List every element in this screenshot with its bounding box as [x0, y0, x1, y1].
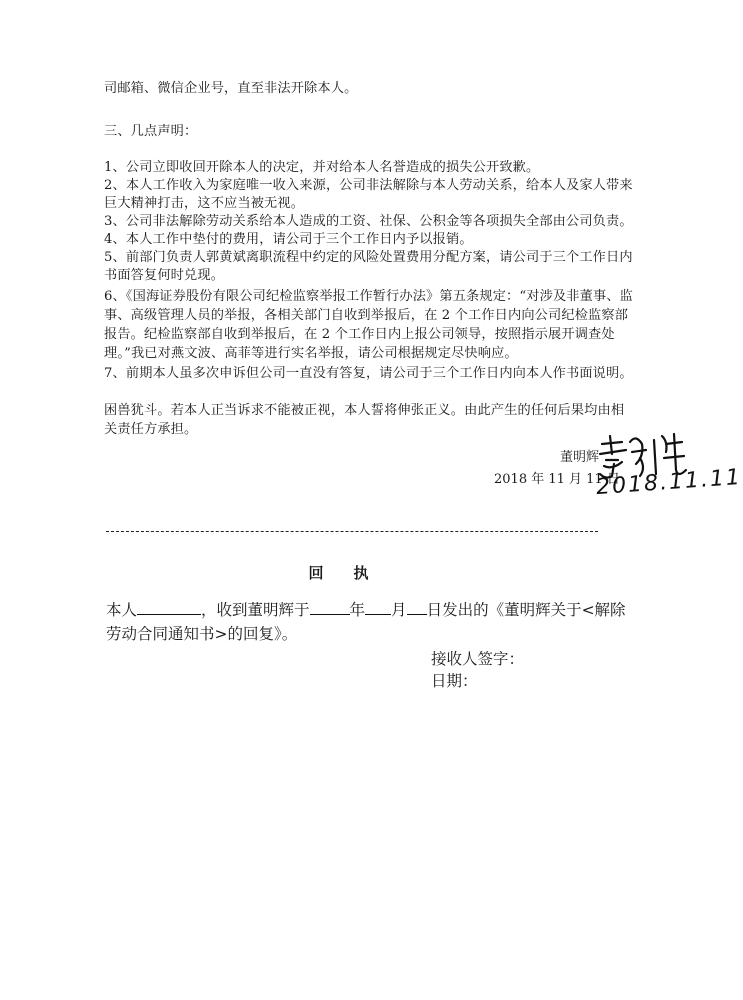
receipt-line-2: 劳动合同通知书>的回复》。 [106, 625, 298, 643]
closing-line: 困兽犹斗。若本人正当诉求不能被正视，本人誓将伸张正义。由此产生的任何后果均由相 [104, 403, 625, 418]
signature-name: 董明辉 [560, 450, 600, 465]
statement-line: 巨大精神打击，这不应当被无视。 [104, 196, 305, 211]
receiver-sign-label: 接收人签字： [431, 650, 525, 668]
receipt-text: ，收到董明辉于 [201, 601, 310, 619]
cut-line-divider [106, 531, 598, 532]
receipt-text: 本人 [106, 601, 138, 619]
statement-line: 6、《国海证券股份有限公司纪检监察举报工作暂行办法》第五条规定：“对涉及非董事、监 [104, 289, 633, 304]
receipt-text: 日发出的《董明辉关于<解除 [426, 601, 626, 619]
receipt-title: 回执 [308, 564, 399, 582]
receipt-text: 年 [349, 601, 366, 619]
statement-line: 书面答复何时兑现。 [104, 268, 225, 283]
statement-line: 2、本人工作收入为家庭唯一收入来源，公司非法解除与本人劳动关系，给本人及家人带来 [104, 178, 633, 193]
handwritten-date: 2018.11.11 [595, 464, 743, 501]
statement-line: 报告。纪检监察部自收到举报后，在 2 个工作日内上报公司领导，按照指示展开调查处 [104, 327, 615, 342]
statement-line: 理。”我已对燕文波、高菲等进行实名举报，请公司根据规定尽快响应。 [104, 346, 518, 361]
closing-line: 关责任方承担。 [104, 422, 198, 437]
section-heading: 三、几点声明： [104, 124, 198, 139]
date-label: 日期： [431, 672, 478, 690]
receipt-line-1 [106, 598, 626, 621]
signature-date: 2018 年 11 月 11 日 [494, 472, 620, 487]
statement-line: 4、本人工作中垫付的费用，请公司于三个工作日内予以报销。 [104, 232, 473, 247]
statement-line: 7、前期本人虽多次申诉但公司一直没有答复，请公司于三个工作日内向本人作书面说明。 [104, 366, 633, 381]
continued-text: 司邮箱、微信企业号，直至非法开除本人。 [104, 81, 358, 96]
month-blank-field[interactable] [365, 598, 391, 615]
statement-line: 5、前部门负责人郭黄斌离职流程中约定的风险处置费用分配方案，请公司于三个工作日内 [104, 250, 633, 265]
name-blank-field[interactable] [137, 598, 201, 615]
statement-line: 1、公司立即收回开除本人的决定，并对给本人名誉造成的损失公开致歉。 [104, 160, 540, 175]
statement-line: 3、公司非法解除劳动关系给本人造成的工资、社保、公积金等各项损失全部由公司负责。 [104, 214, 633, 229]
statement-line: 事、高级管理人员的举报，各相关部门自收到举报后，在 2 个工作日内向公司纪检监察部 [104, 308, 629, 323]
year-blank-field[interactable] [310, 598, 350, 615]
day-blank-field[interactable] [407, 598, 427, 615]
receipt-text: 月 [391, 601, 407, 619]
